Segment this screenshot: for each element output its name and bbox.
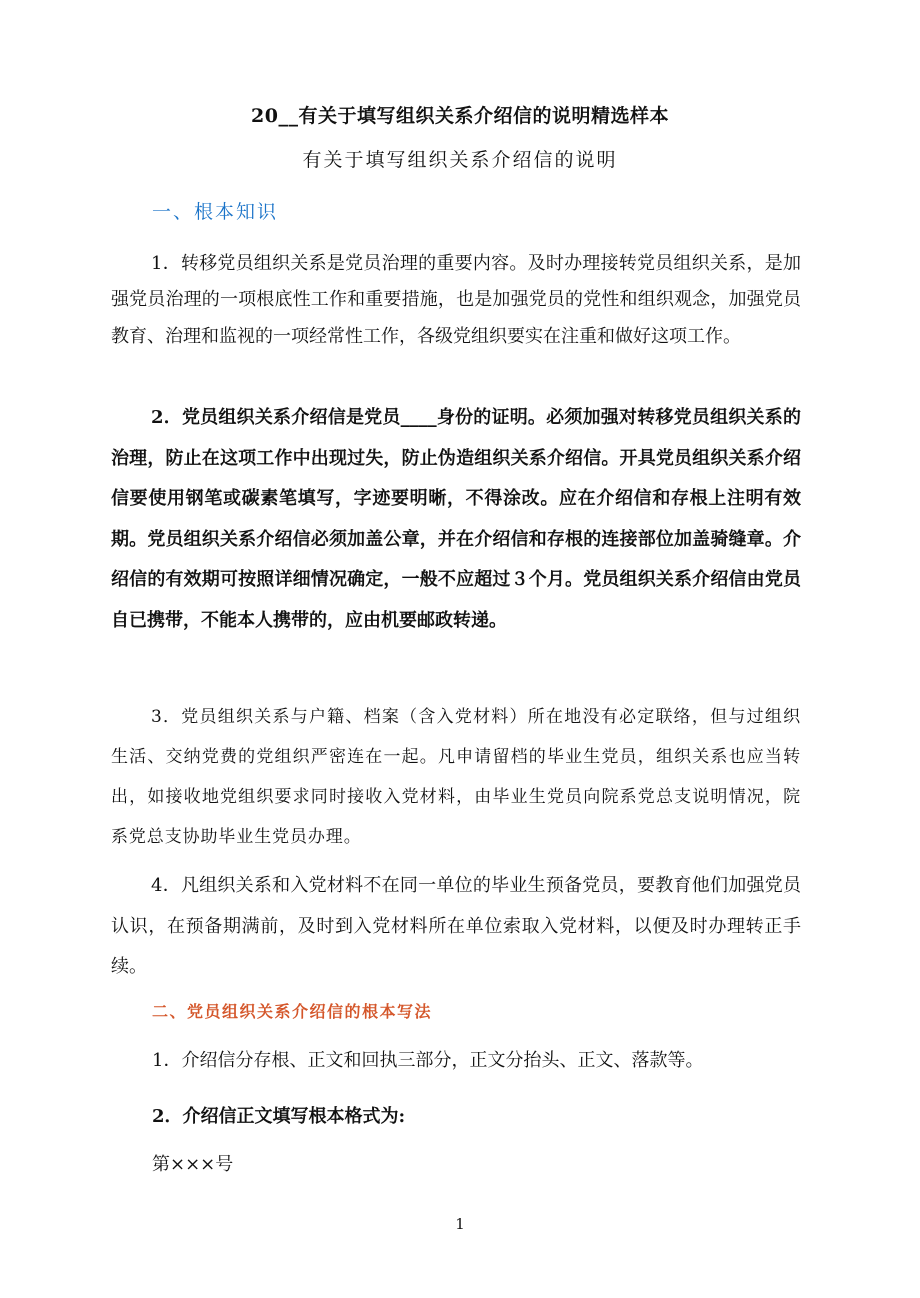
letter-format-line: 2．介绍信正文填写根本格式为: bbox=[152, 1106, 406, 1127]
paragraph-1: 1．转移党员组织关系是党员治理的重要内容。及时办理接转党员组织关系，是加强党员治理的一项根底性工作和重要措施，也是加强党员的党性和组织观念，加强党员教育、治理和监视的一项经常性工作，各级党组织要实在注重和做好这项工作。 bbox=[111, 253, 801, 347]
section-heading-writing-method: 二、党员组织关系介绍信的根本写法 bbox=[152, 1002, 433, 1021]
paragraph-2: 2．党员组织关系介绍信是党员____身份的证明。必须加强对转移党员组织关系的治理，防止在这项工作中出现过失，防止伪造组织关系介绍信。开具党员组织关系介绍信要使用钢笔或碳素笔填写，字迹要明晰，不得涂改。应在介绍信和存根上注明有效期。党员组织关系介绍信必须加盖公章，并在介绍信和存根的连接部位加盖骑缝章。介绍信的有效期可按照详细情况确定，一般不应超过３个月。党员组织关系介绍信由党员自已携带，不能本人携带的，应由机要邮政转递。 bbox=[111, 407, 801, 631]
letter-number-line: 第×××号 bbox=[152, 1154, 234, 1175]
paragraph-4: 4．凡组织关系和入党材料不在同一单位的毕业生预备党员，要教育他们加强党员认识，在预备期满前，及时到入党材料所在单位索取入党材料，以便及时办理转正手续。 bbox=[111, 875, 801, 977]
section-heading-basic-knowledge: 一、根本知识 bbox=[152, 201, 279, 223]
document-title: 20__有关于填写组织关系介绍信的说明精选样本 bbox=[251, 105, 669, 127]
document-subtitle: 有关于填写组织关系介绍信的说明 bbox=[302, 149, 618, 171]
letter-parts-line: 1．介绍信分存根、正文和回执三部分，正文分抬头、正文、落款等。 bbox=[152, 1050, 704, 1071]
page-number: 1 bbox=[455, 1215, 465, 1233]
paragraph-3: 3．党员组织关系与户籍、档案（含入党材料）所在地没有必定联络，但与过组织生活、交纳党费的党组织严密连在一起。凡申请留档的毕业生党员，组织关系也应当转出，如接收地党组织要求同时接收入党材料，由毕业生党员向院系党总支说明情况，院系党总支协助毕业生党员办理。 bbox=[111, 707, 801, 847]
